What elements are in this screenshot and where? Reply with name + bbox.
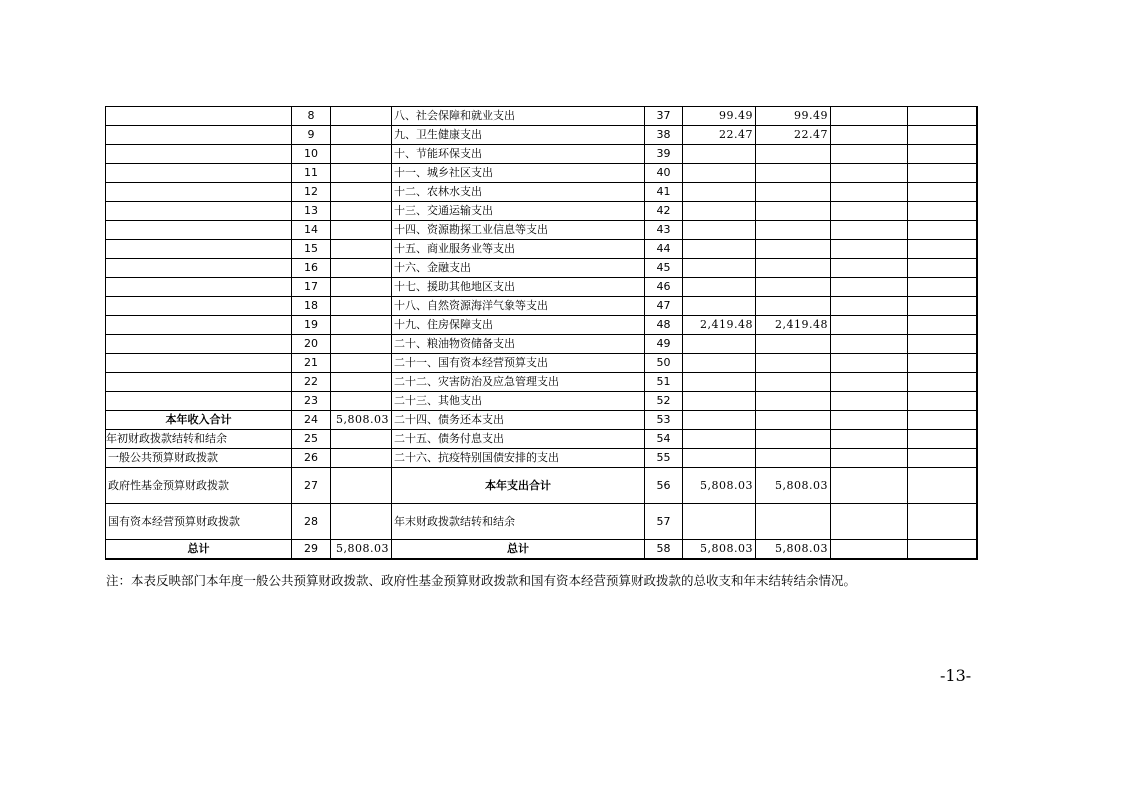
left-label xyxy=(106,278,292,297)
right-label: 二十四、债务还本支出 xyxy=(392,411,645,430)
left-line-no: 29 xyxy=(292,540,331,560)
table-row xyxy=(106,278,977,297)
amount-col-3 xyxy=(831,202,908,221)
right-line-no: 54 xyxy=(645,430,683,449)
amount-col-3 xyxy=(831,221,908,240)
right-label: 二十六、抗疫特别国债安排的支出 xyxy=(392,449,645,468)
amount-col-4 xyxy=(908,373,977,392)
table-row xyxy=(106,540,977,560)
right-line-no: 48 xyxy=(645,316,683,335)
amount-col-4 xyxy=(908,430,977,449)
table-footnote: 注：本表反映部门本年度一般公共预算财政拨款、政府性基金预算财政拨款和国有资本经营预算财政拨款的总收支和年末结转结余情况。 xyxy=(106,573,857,588)
right-line-no: 44 xyxy=(645,240,683,259)
amount-col-1: 99.49 xyxy=(683,107,756,126)
right-line-no: 46 xyxy=(645,278,683,297)
amount-col-2 xyxy=(756,430,831,449)
amount-col-2 xyxy=(756,202,831,221)
amount-col-3 xyxy=(831,468,908,504)
left-amount: 5,808.03 xyxy=(331,540,392,560)
left-label: 国有资本经营预算财政拨款 xyxy=(106,504,292,540)
amount-col-3 xyxy=(831,107,908,126)
amount-col-4 xyxy=(908,145,977,164)
page-number: -13- xyxy=(940,666,972,685)
right-line-no: 42 xyxy=(645,202,683,221)
right-line-no: 41 xyxy=(645,183,683,202)
right-label: 二十三、其他支出 xyxy=(392,392,645,411)
amount-col-1 xyxy=(683,392,756,411)
right-line-no: 50 xyxy=(645,354,683,373)
amount-col-2 xyxy=(756,240,831,259)
amount-col-4 xyxy=(908,221,977,240)
right-line-no: 39 xyxy=(645,145,683,164)
table-row xyxy=(106,335,977,354)
left-amount xyxy=(331,164,392,183)
amount-col-2 xyxy=(756,373,831,392)
amount-col-1 xyxy=(683,411,756,430)
left-line-no: 24 xyxy=(292,411,331,430)
amount-col-4 xyxy=(908,107,977,126)
left-amount xyxy=(331,183,392,202)
table-row xyxy=(106,202,977,221)
right-line-no: 53 xyxy=(645,411,683,430)
table-row xyxy=(106,145,977,164)
left-amount xyxy=(331,392,392,411)
table-row xyxy=(106,126,977,145)
amount-col-1 xyxy=(683,278,756,297)
left-label xyxy=(106,335,292,354)
amount-col-2 xyxy=(756,164,831,183)
left-amount xyxy=(331,202,392,221)
amount-col-2: 5,808.03 xyxy=(756,468,831,504)
left-line-no: 11 xyxy=(292,164,331,183)
amount-col-1 xyxy=(683,297,756,316)
amount-col-3 xyxy=(831,259,908,278)
right-label: 二十五、债务付息支出 xyxy=(392,430,645,449)
amount-col-2 xyxy=(756,259,831,278)
right-label: 十三、交通运输支出 xyxy=(392,202,645,221)
left-label xyxy=(106,297,292,316)
amount-col-3 xyxy=(831,297,908,316)
amount-col-4 xyxy=(908,411,977,430)
amount-col-3 xyxy=(831,373,908,392)
left-amount xyxy=(331,240,392,259)
amount-col-3 xyxy=(831,504,908,540)
amount-col-2: 2,419.48 xyxy=(756,316,831,335)
right-label: 十五、商业服务业等支出 xyxy=(392,240,645,259)
left-label xyxy=(106,392,292,411)
left-label: 年初财政拨款结转和结余 xyxy=(106,430,292,449)
left-label xyxy=(106,145,292,164)
left-amount xyxy=(331,316,392,335)
right-label: 十二、农林水支出 xyxy=(392,183,645,202)
right-label: 二十一、国有资本经营预算支出 xyxy=(392,354,645,373)
table-row xyxy=(106,164,977,183)
amount-col-2: 99.49 xyxy=(756,107,831,126)
amount-col-1 xyxy=(683,354,756,373)
amount-col-3 xyxy=(831,354,908,373)
amount-col-3 xyxy=(831,316,908,335)
right-label: 十九、住房保障支出 xyxy=(392,316,645,335)
amount-col-3 xyxy=(831,392,908,411)
amount-col-3 xyxy=(831,411,908,430)
left-line-no: 18 xyxy=(292,297,331,316)
amount-col-4 xyxy=(908,316,977,335)
right-label: 九、卫生健康支出 xyxy=(392,126,645,145)
left-line-no: 14 xyxy=(292,221,331,240)
left-label xyxy=(106,164,292,183)
table-row xyxy=(106,504,977,540)
right-line-no: 45 xyxy=(645,259,683,278)
amount-col-4 xyxy=(908,297,977,316)
amount-col-4 xyxy=(908,354,977,373)
left-amount xyxy=(331,373,392,392)
right-line-no: 55 xyxy=(645,449,683,468)
left-amount xyxy=(331,449,392,468)
amount-col-3 xyxy=(831,145,908,164)
amount-col-4 xyxy=(908,335,977,354)
right-line-no: 37 xyxy=(645,107,683,126)
budget-table-body xyxy=(106,107,977,560)
table-row xyxy=(106,354,977,373)
amount-col-3 xyxy=(831,449,908,468)
left-amount xyxy=(331,259,392,278)
amount-col-1 xyxy=(683,240,756,259)
left-line-no: 17 xyxy=(292,278,331,297)
amount-col-1 xyxy=(683,335,756,354)
right-line-no: 40 xyxy=(645,164,683,183)
left-amount xyxy=(331,504,392,540)
table-row xyxy=(106,107,977,126)
left-line-no: 26 xyxy=(292,449,331,468)
amount-col-1 xyxy=(683,259,756,278)
left-line-no: 28 xyxy=(292,504,331,540)
amount-col-1: 22.47 xyxy=(683,126,756,145)
left-line-no: 21 xyxy=(292,354,331,373)
left-line-no: 12 xyxy=(292,183,331,202)
amount-col-4 xyxy=(908,164,977,183)
left-label xyxy=(106,126,292,145)
amount-col-1 xyxy=(683,183,756,202)
left-label xyxy=(106,202,292,221)
amount-col-3 xyxy=(831,126,908,145)
table-row xyxy=(106,449,977,468)
left-amount xyxy=(331,468,392,504)
left-amount xyxy=(331,430,392,449)
amount-col-3 xyxy=(831,335,908,354)
left-amount xyxy=(331,126,392,145)
amount-col-4 xyxy=(908,449,977,468)
left-label xyxy=(106,107,292,126)
table-row xyxy=(106,259,977,278)
table-row xyxy=(106,221,977,240)
right-label: 十一、城乡社区支出 xyxy=(392,164,645,183)
amount-col-2 xyxy=(756,297,831,316)
amount-col-3 xyxy=(831,278,908,297)
left-label xyxy=(106,316,292,335)
amount-col-4 xyxy=(908,540,977,560)
amount-col-2 xyxy=(756,183,831,202)
left-label xyxy=(106,354,292,373)
right-line-no: 43 xyxy=(645,221,683,240)
amount-col-1 xyxy=(683,449,756,468)
left-label xyxy=(106,373,292,392)
right-label: 二十二、灾害防治及应急管理支出 xyxy=(392,373,645,392)
amount-col-1 xyxy=(683,504,756,540)
amount-col-1 xyxy=(683,221,756,240)
right-label: 十七、援助其他地区支出 xyxy=(392,278,645,297)
amount-col-2 xyxy=(756,392,831,411)
left-line-no: 23 xyxy=(292,392,331,411)
left-amount xyxy=(331,297,392,316)
right-label: 十四、资源勘探工业信息等支出 xyxy=(392,221,645,240)
amount-col-4 xyxy=(908,183,977,202)
left-line-no: 25 xyxy=(292,430,331,449)
amount-col-2 xyxy=(756,354,831,373)
left-line-no: 13 xyxy=(292,202,331,221)
left-label: 本年收入合计 xyxy=(106,411,292,430)
left-line-no: 10 xyxy=(292,145,331,164)
left-line-no: 15 xyxy=(292,240,331,259)
left-line-no: 22 xyxy=(292,373,331,392)
right-label: 二十、粮油物资储备支出 xyxy=(392,335,645,354)
amount-col-3 xyxy=(831,430,908,449)
left-label xyxy=(106,221,292,240)
right-line-no: 49 xyxy=(645,335,683,354)
left-amount xyxy=(331,335,392,354)
right-line-no: 51 xyxy=(645,373,683,392)
table-row xyxy=(106,240,977,259)
left-amount xyxy=(331,278,392,297)
amount-col-4 xyxy=(908,240,977,259)
amount-col-4 xyxy=(908,278,977,297)
right-label: 总计 xyxy=(392,540,645,560)
table-row xyxy=(106,297,977,316)
table-row xyxy=(106,411,977,430)
right-label: 本年支出合计 xyxy=(392,468,645,504)
amount-col-4 xyxy=(908,202,977,221)
amount-col-1: 2,419.48 xyxy=(683,316,756,335)
left-label: 总计 xyxy=(106,540,292,560)
left-amount xyxy=(331,107,392,126)
amount-col-1 xyxy=(683,430,756,449)
amount-col-3 xyxy=(831,164,908,183)
budget-table xyxy=(105,106,978,560)
right-line-no: 56 xyxy=(645,468,683,504)
amount-col-4 xyxy=(908,504,977,540)
amount-col-2 xyxy=(756,335,831,354)
table-row xyxy=(106,430,977,449)
amount-col-3 xyxy=(831,183,908,202)
right-line-no: 47 xyxy=(645,297,683,316)
right-line-no: 57 xyxy=(645,504,683,540)
amount-col-2 xyxy=(756,411,831,430)
amount-col-1: 5,808.03 xyxy=(683,468,756,504)
amount-col-2 xyxy=(756,221,831,240)
left-line-no: 16 xyxy=(292,259,331,278)
amount-col-1 xyxy=(683,164,756,183)
table-row xyxy=(106,316,977,335)
right-line-no: 58 xyxy=(645,540,683,560)
left-line-no: 8 xyxy=(292,107,331,126)
amount-col-2 xyxy=(756,449,831,468)
amount-col-2: 22.47 xyxy=(756,126,831,145)
left-label xyxy=(106,240,292,259)
left-line-no: 9 xyxy=(292,126,331,145)
right-label: 年末财政拨款结转和结余 xyxy=(392,504,645,540)
amount-col-2 xyxy=(756,145,831,164)
amount-col-2 xyxy=(756,504,831,540)
table-row xyxy=(106,183,977,202)
table-row xyxy=(106,468,977,504)
left-amount xyxy=(331,145,392,164)
right-line-no: 38 xyxy=(645,126,683,145)
amount-col-4 xyxy=(908,468,977,504)
amount-col-1 xyxy=(683,373,756,392)
left-amount: 5,808.03 xyxy=(331,411,392,430)
left-line-no: 20 xyxy=(292,335,331,354)
right-label: 十八、自然资源海洋气象等支出 xyxy=(392,297,645,316)
left-label xyxy=(106,183,292,202)
amount-col-1 xyxy=(683,202,756,221)
table-row xyxy=(106,392,977,411)
amount-col-2 xyxy=(756,278,831,297)
left-amount xyxy=(331,221,392,240)
amount-col-3 xyxy=(831,240,908,259)
left-amount xyxy=(331,354,392,373)
amount-col-4 xyxy=(908,392,977,411)
left-line-no: 27 xyxy=(292,468,331,504)
left-label xyxy=(106,259,292,278)
amount-col-4 xyxy=(908,126,977,145)
right-label: 十、节能环保支出 xyxy=(392,145,645,164)
left-label: 一般公共预算财政拨款 xyxy=(106,449,292,468)
amount-col-3 xyxy=(831,540,908,560)
right-label: 八、社会保障和就业支出 xyxy=(392,107,645,126)
right-label: 十六、金融支出 xyxy=(392,259,645,278)
left-label: 政府性基金预算财政拨款 xyxy=(106,468,292,504)
left-line-no: 19 xyxy=(292,316,331,335)
amount-col-1: 5,808.03 xyxy=(683,540,756,560)
amount-col-4 xyxy=(908,259,977,278)
table-row xyxy=(106,373,977,392)
right-line-no: 52 xyxy=(645,392,683,411)
amount-col-2: 5,808.03 xyxy=(756,540,831,560)
amount-col-1 xyxy=(683,145,756,164)
